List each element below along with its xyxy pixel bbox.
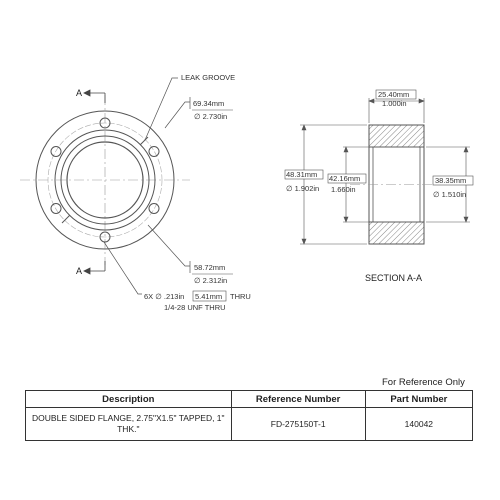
section-title: SECTION A-A [365, 273, 423, 283]
holes-callout-mm: 5.41mm [195, 292, 223, 301]
bolt-hole-3 [149, 204, 159, 214]
bore-mm-label: 38.35mm [435, 176, 467, 185]
width-mm-label: 25.40mm [378, 90, 410, 99]
table-row [26, 408, 473, 441]
bore-in-label: ∅ 1.510in [433, 190, 467, 199]
flange-od-in-label: ∅ 1.902in [286, 184, 320, 193]
header-description: Description [26, 391, 232, 408]
section-wall-top [369, 125, 424, 147]
front-view [20, 95, 190, 265]
bolt-hole-6 [51, 147, 61, 157]
cell-reference-number: FD-275150T-1 [231, 408, 365, 441]
bolt-hole-leader [104, 242, 142, 294]
step-in-label: 1.660in [331, 185, 356, 194]
holes-callout-prefix: 6X ∅ .213in [144, 292, 185, 301]
bolt-hole-2 [149, 147, 159, 157]
bolt-circle-leader [148, 225, 190, 273]
holes-callout-suffix: THRU [230, 292, 251, 301]
section-letter-top: A [76, 88, 83, 98]
section-view [350, 125, 445, 244]
leak-groove-label: LEAK GROOVE [181, 73, 236, 82]
flange-od-mm-label: 48.31mm [286, 170, 318, 179]
cell-part-number: 140042 [365, 408, 472, 441]
od-in-label: ∅ 2.730in [194, 112, 228, 121]
header-part-number: Part Number [365, 391, 472, 408]
bolt-hole-5 [51, 204, 61, 214]
header-reference-number: Reference Number [231, 391, 365, 408]
step-mm-label: 42.16mm [329, 174, 361, 183]
leak-groove-leader [145, 78, 178, 140]
section-wall-bottom [369, 222, 424, 244]
width-in-label: 1.000in [382, 99, 407, 108]
reference-note: For Reference Only [382, 377, 465, 388]
table-header-row [26, 391, 473, 408]
holes-callout-thread: 1/4-28 UNF THRU [164, 303, 226, 312]
od-mm-label: 69.34mm [193, 99, 225, 108]
od-leader [165, 97, 190, 128]
cell-description: DOUBLE SIDED FLANGE, 2.75"X1.5" TAPPED, 1" THK." [26, 408, 232, 441]
bolt-circle-mm-label: 58.72mm [194, 263, 226, 272]
section-letter-bottom: A [76, 266, 83, 276]
parts-table [25, 390, 473, 441]
bolt-circle-in-label: ∅ 2.312in [194, 276, 228, 285]
